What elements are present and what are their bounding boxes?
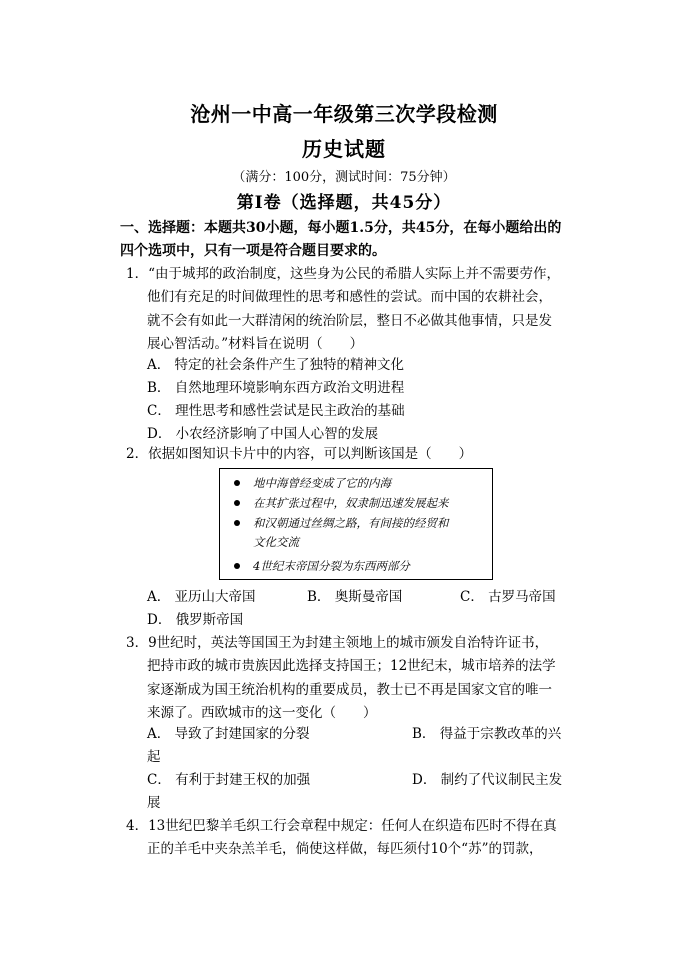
- card-item: 在其扩张过程中，奴隶制迅速发展起来: [234, 492, 449, 513]
- q4-line-1: 4．13世纪巴黎羊毛织工行会章程中规定：任何人在织造布匹时不得在真: [126, 818, 557, 834]
- bullet-icon: [234, 563, 240, 569]
- part-title: 第Ⅰ卷（选择题，共45分）: [236, 193, 452, 213]
- bullet-icon: [234, 480, 240, 486]
- question-2-stem: 2．依据如图知识卡片中的内容，可以判断该国是（ ）: [126, 446, 473, 462]
- score-time-line: （满分：100分，测试时间：75分钟）: [232, 170, 456, 185]
- q1-line-3: 就不会有如此一大群清闲的统治阶层，整日不必做其他事情，只是发: [147, 312, 552, 329]
- q1-line-2: 他们有充足的时间做理性的思考和感性的尝试。而中国的农耕社会，: [147, 289, 552, 306]
- card-item: 地中海曾经变成了它的内海: [234, 472, 391, 493]
- section-instructions: [120, 217, 572, 263]
- q3-option-a: A． 导致了封建国家的分裂: [147, 726, 310, 742]
- bullet-icon: [234, 500, 240, 506]
- card-item-continued: 文化交流: [253, 535, 299, 549]
- q3-line-4: 来源了。西欧城市的这一变化（ ）: [147, 704, 377, 721]
- q2-option-b: B． 奥斯曼帝国: [307, 589, 403, 605]
- q4-line-2: 正的羊毛中夹杂羔羊毛，倘使这样做，每匹须付10个“苏”的罚款，: [147, 841, 543, 858]
- q3-option-b-cont: 起: [147, 749, 161, 765]
- question-1: [126, 263, 574, 356]
- exam-title: 沧州一中高一年级第三次学段检测: [190, 102, 498, 126]
- q2-option-c: C． 古罗马帝国: [460, 589, 556, 605]
- question-4: [126, 815, 574, 862]
- q1-option-a: A． 特定的社会条件产生了独特的精神文化: [147, 357, 405, 373]
- section-line-2: 四个选项中，只有一项是符合题目要求的。: [120, 243, 386, 259]
- exam-subtitle: 历史试题: [302, 137, 386, 161]
- section-line-1: 一、选择题：本题共30小题，每小题1.5分，共45分，在每小题给出的: [120, 220, 562, 236]
- q3-option-c: C． 有利于封建王权的加强: [147, 772, 311, 788]
- q3-option-d-cont: 展: [147, 795, 161, 811]
- question-3: [126, 632, 574, 725]
- q1-option-c: C． 理性思考和感性尝试是民主政治的基础: [147, 403, 405, 419]
- q3-option-b: B． 得益于宗教改革的兴: [412, 726, 562, 742]
- q2-option-d: D． 俄罗斯帝国: [147, 612, 244, 628]
- q3-line-3: 家逐渐成为国王统治机构的重要成员，教士已不再是国家文官的唯一: [147, 681, 552, 698]
- q2-option-a: A． 亚历山大帝国: [147, 589, 256, 605]
- card-item: 和汉朝通过丝绸之路，有间接的经贸和: [234, 512, 449, 533]
- q1-line-1: 1．“由于城邦的政治制度，这些身为公民的希腊人实际上并不需要劳作，: [126, 266, 560, 282]
- q3-line-1: 3．9世纪时，英法等国国王为封建主领地上的城市颁发自治特许证书，: [126, 635, 549, 651]
- bullet-icon: [234, 520, 240, 526]
- q3-option-d: D． 制约了代议制民主发: [412, 772, 563, 788]
- q1-option-b: B． 自然地理环境影响东西方政治文明进程: [147, 380, 405, 396]
- knowledge-card: [219, 468, 493, 580]
- q3-line-2: 把持市政的城市贵族因此选择支持国王；12世纪末，城市培养的法学: [147, 658, 556, 675]
- card-item: 4世纪末帝国分裂为东西两部分: [234, 555, 410, 576]
- q1-line-4: 展心智活动。”材料旨在说明（ ）: [147, 335, 364, 352]
- q1-option-d: D． 小农经济影响了中国人心智的发展: [147, 426, 379, 442]
